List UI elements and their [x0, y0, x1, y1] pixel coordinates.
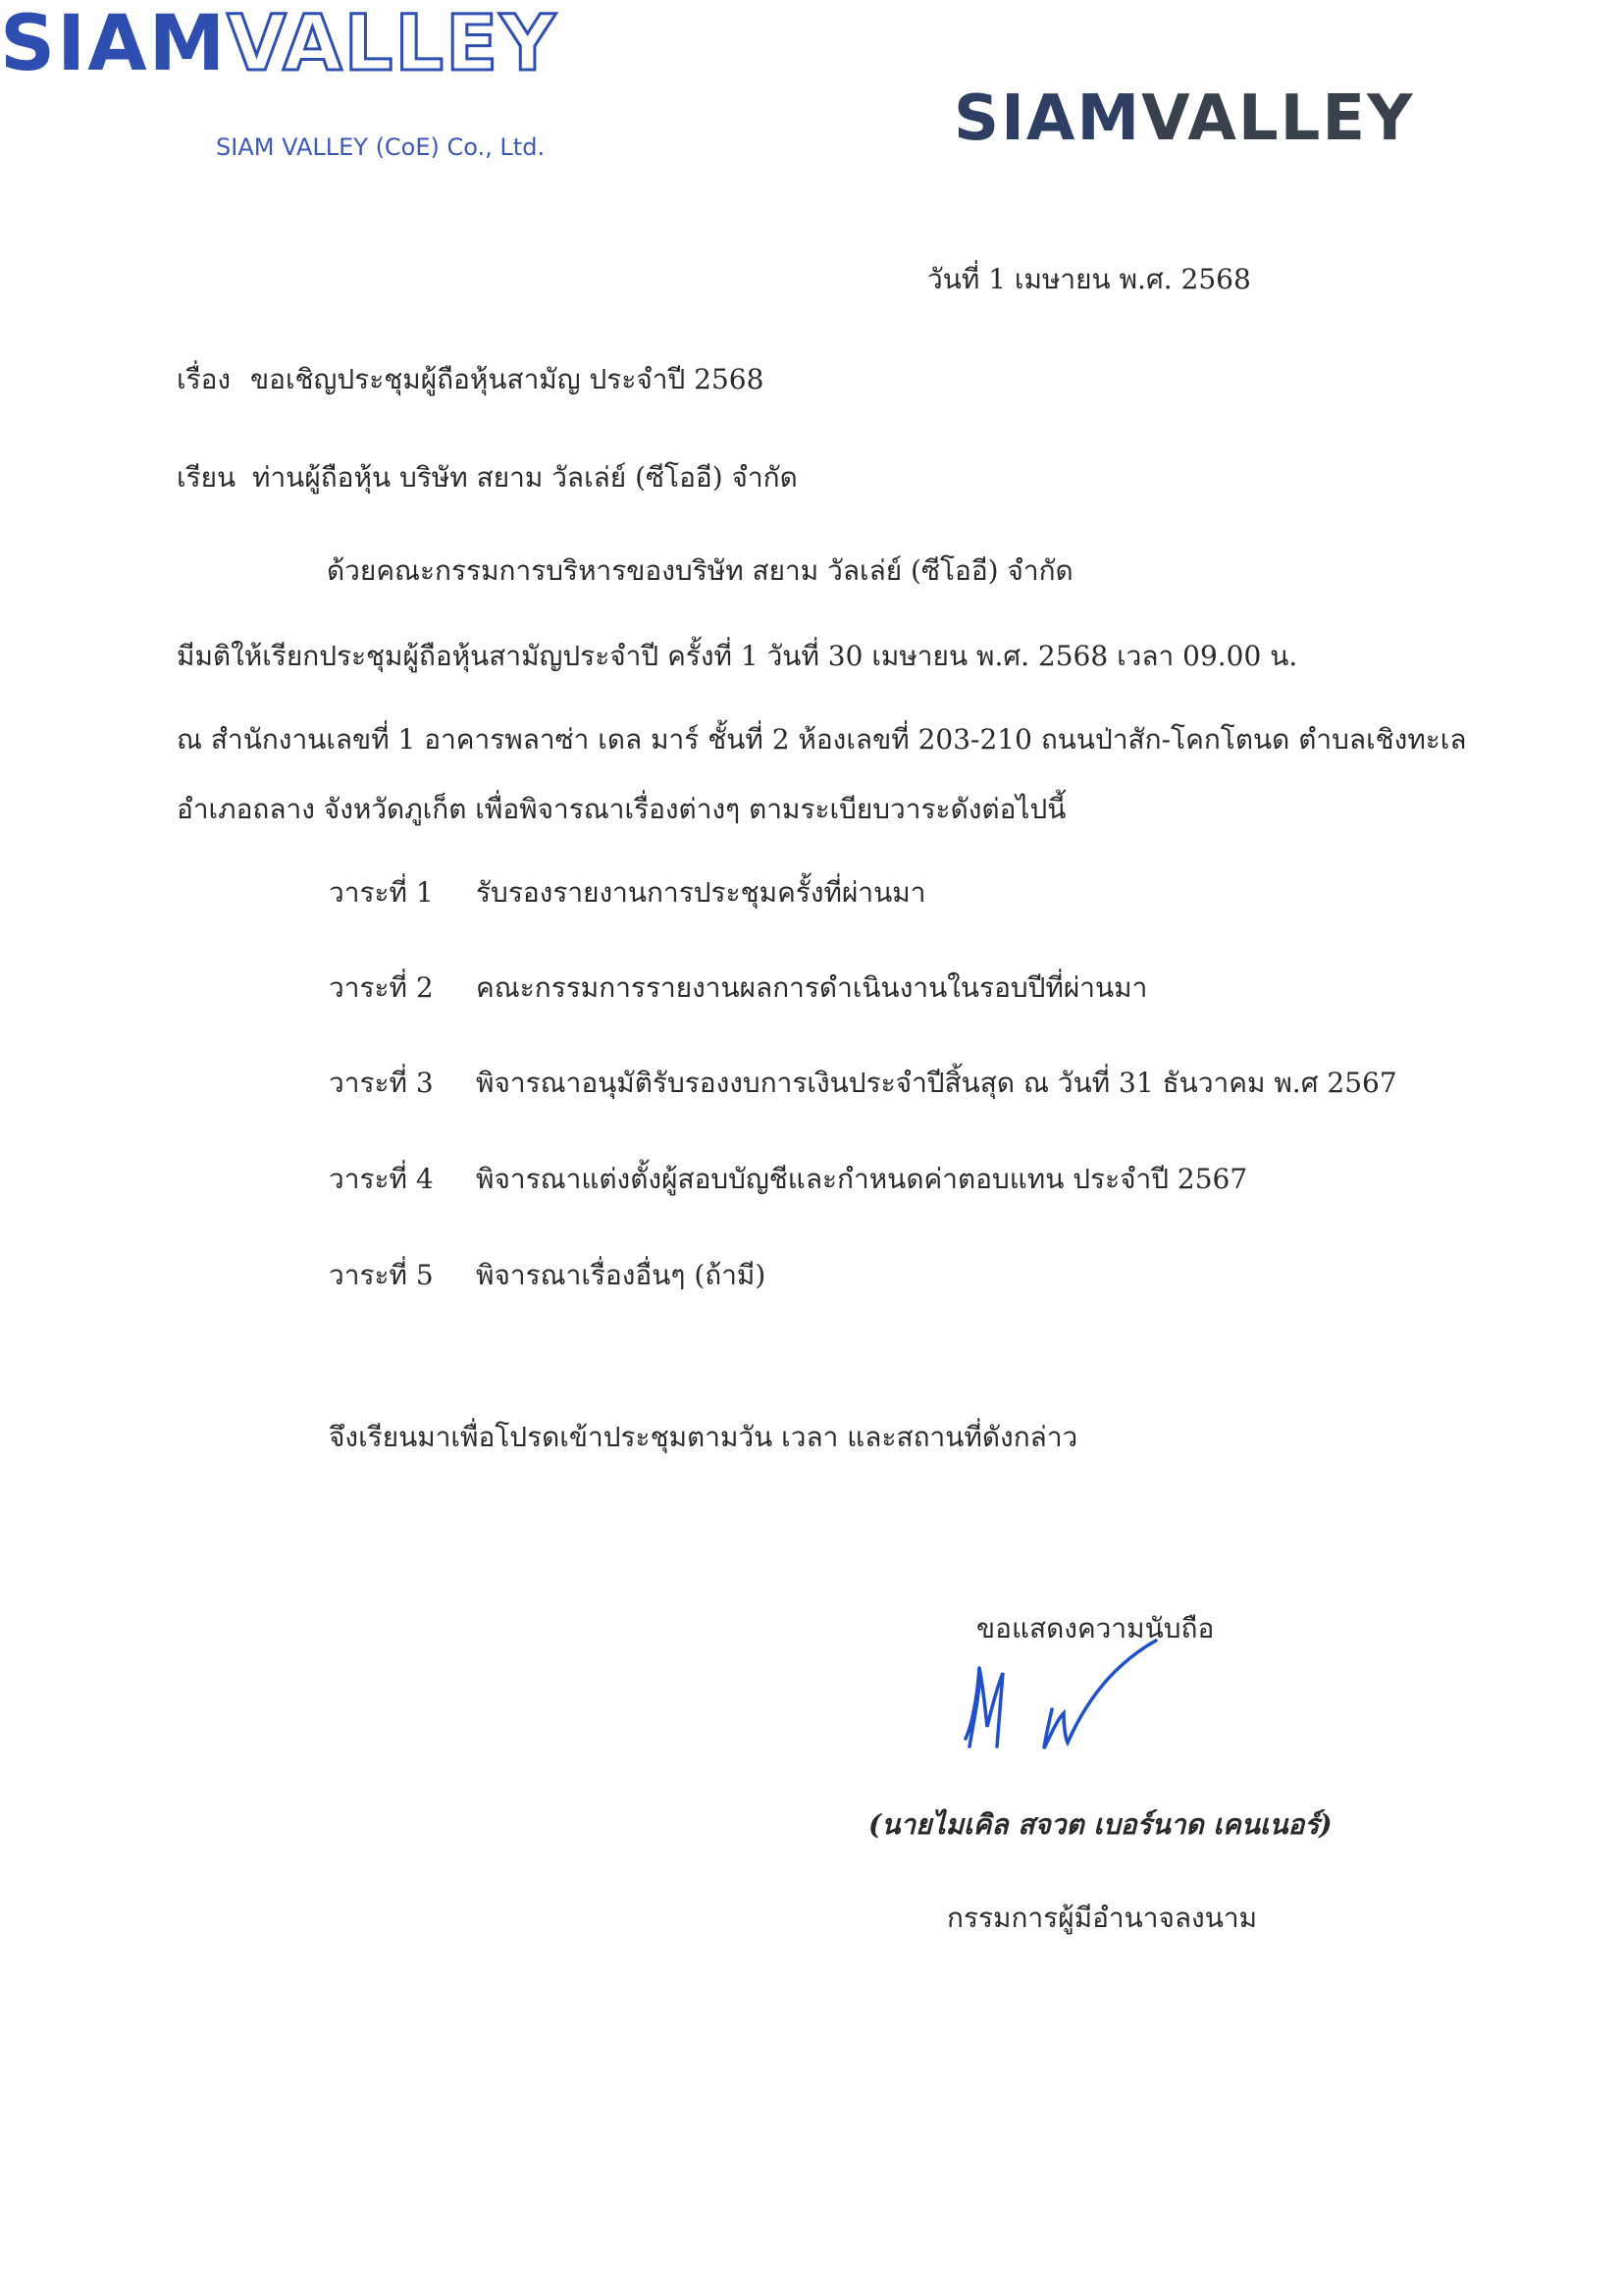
letter-date: วันที่ 1 เมษายน พ.ศ. 2568 — [927, 263, 1251, 295]
agenda-item-1: รับรองรายงานการประชุมครั้งที่ผ่านมา — [476, 876, 926, 909]
logo-siam-text: SIAM — [954, 82, 1142, 155]
body-para2-line2: อำเภอถลาง จังหวัดภูเก็ต เพื่อพิจารณาเรื่องต่างๆ ตามระเบียบวาระดังต่อไปนี้ — [177, 793, 1067, 825]
agenda-label-2: วาระที่ 2 — [329, 971, 434, 1004]
body-para1-line2: มีมติให้เรียกประชุมผู้ถือหุ้นสามัญประจำปี ครั้งที่ 1 วันที่ 30 เมษายน พ.ศ. 2568 เวลา 09.00 น. — [177, 640, 1298, 672]
agenda-item-3: พิจารณาอนุมัติรับรองงบการเงินประจำปีสิ้นสุด ณ วันที่ 31 ธันวาคม พ.ศ 2567 — [476, 1067, 1397, 1099]
regards-text: ขอแสดงความนับถือ — [976, 1612, 1215, 1644]
stamp-company-name: SIAM VALLEY (CoE) Co., Ltd. — [216, 133, 546, 161]
company-logo — [954, 82, 1414, 155]
closing-paragraph: จึงเรียนมาเพื่อโปรดเข้าประชุมตามวัน เวลา และสถานที่ดังกล่าว — [329, 1421, 1078, 1453]
subject-text: ขอเชิญประชุมผู้ถือหุ้นสามัญ ประจำปี 2568 — [250, 363, 764, 395]
agenda-label-3: วาระที่ 3 — [329, 1067, 434, 1099]
handwritten-signature — [942, 1629, 1178, 1770]
agenda-item-5: พิจารณาเรื่องอื่นๆ (ถ้ามี) — [476, 1259, 766, 1291]
stamp-logo-valley: VALLEY — [227, 0, 557, 88]
agenda-item-4: พิจารณาแต่งตั้งผู้สอบบัญชีและกำหนดค่าตอบแทน ประจำปี 2567 — [476, 1163, 1248, 1195]
signature-graphic — [942, 1629, 1178, 1766]
agenda-label-5: วาระที่ 5 — [329, 1259, 434, 1291]
signer-title: กรรมการผู้มีอำนาจลงนาม — [947, 1902, 1258, 1934]
logo-valley-text: VALLEY — [1141, 82, 1415, 155]
stamp-logo-siam: SIAM — [0, 0, 228, 88]
agenda-label-1: วาระที่ 1 — [329, 876, 434, 909]
signer-name: (นายไมเคิล สจวต เบอร์นาด เคนเนอร์) — [868, 1808, 1333, 1841]
agenda-label-4: วาระที่ 4 — [329, 1163, 434, 1195]
body-para2-line1: ณ สำนักงานเลขที่ 1 อาคารพลาซ่า เดล มาร์ ชั้นที่ 2 ห้องเลขที่ 203-210 ถนนป่าสัก-โคกโตนด ตำบลเชิงทะเล — [177, 723, 1467, 756]
recipient-label: เรียน — [177, 461, 236, 494]
agenda-item-2: คณะกรรมการรายงานผลการดำเนินงานในรอบปีที่ผ่านมา — [476, 971, 1148, 1004]
company-stamp — [0, 0, 569, 161]
recipient-text: ท่านผู้ถือหุ้น บริษัท สยาม วัลเล่ย์ (ซีโออี) จำกัด — [252, 461, 798, 494]
body-para1-line1: ด้วยคณะกรรมการบริหารของบริษัท สยาม วัลเล่ย์ (ซีโออี) จำกัด — [327, 554, 1073, 587]
subject-label: เรื่อง — [177, 363, 232, 395]
stamp-logo — [0, 0, 569, 88]
